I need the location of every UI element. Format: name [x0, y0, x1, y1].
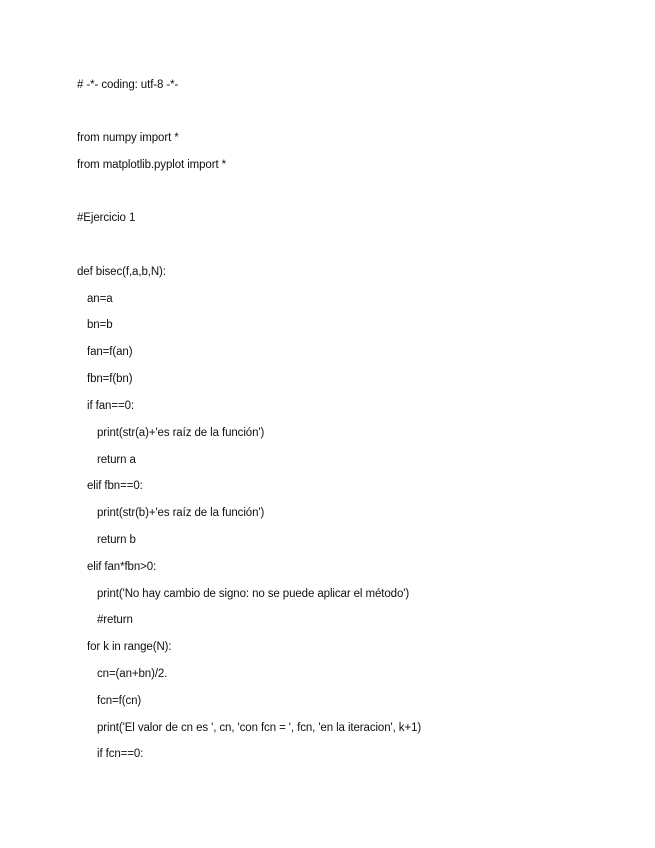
code-line-for-loop: for k in range(N): — [87, 641, 172, 653]
code-line-comment-ejercicio: #Ejercicio 1 — [77, 212, 136, 224]
code-line-comment-return: #return — [97, 614, 133, 626]
code-line-an: an=a — [87, 293, 113, 305]
code-line-elif-sign: elif fan*fbn>0: — [87, 561, 157, 573]
code-line-bn: bn=b — [87, 319, 113, 331]
code-line-coding: # -*- coding: utf-8 -*- — [77, 79, 179, 91]
code-line-import-numpy: from numpy import * — [77, 132, 179, 144]
code-line-fan: fan=f(an) — [87, 346, 133, 358]
code-line-fcn: fcn=f(cn) — [97, 695, 142, 707]
code-line-import-matplotlib: from matplotlib.pyplot import * — [77, 159, 227, 171]
code-line-fbn: fbn=f(bn) — [87, 373, 133, 385]
code-line-print-no-cambio: print('No hay cambio de signo: no se puede aplicar el método') — [97, 588, 410, 600]
code-line-if-fan: if fan==0: — [87, 400, 134, 412]
code-line-elif-fbn: elif fbn==0: — [87, 480, 143, 492]
code-line-def-bisec: def bisec(f,a,b,N): — [77, 266, 166, 278]
code-line-print-cn: print('El valor de cn es ', cn, 'con fcn = ', fcn, 'en la iteracion', k+1) — [97, 722, 422, 734]
code-line-return-a: return a — [97, 454, 136, 466]
code-line-print-a: print(str(a)+'es raíz de la función') — [97, 427, 265, 439]
code-line-return-b: return b — [97, 534, 136, 546]
code-line-cn: cn=(an+bn)/2. — [97, 668, 168, 680]
code-line-if-fcn: if fcn==0: — [97, 748, 144, 760]
code-line-print-b: print(str(b)+'es raíz de la función') — [97, 507, 265, 519]
